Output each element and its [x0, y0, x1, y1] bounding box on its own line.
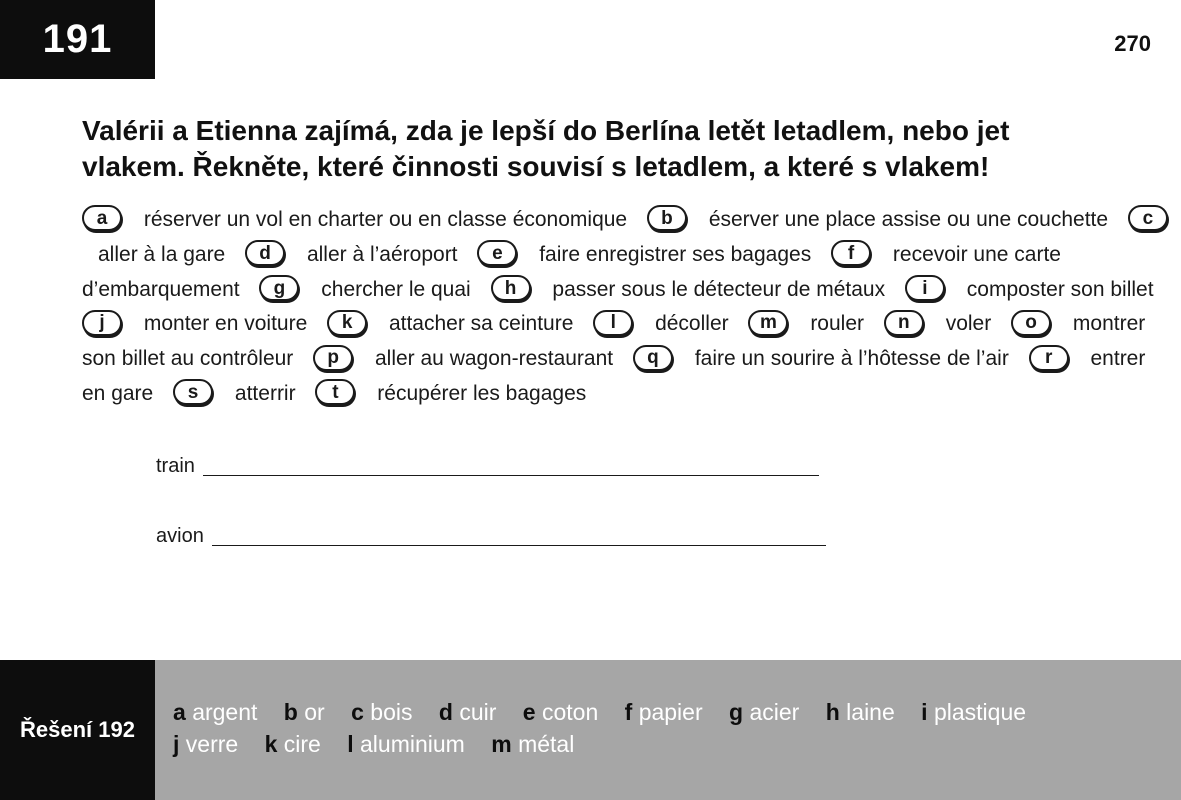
answer-train	[156, 455, 819, 478]
solution-item	[173, 696, 257, 728]
item-letter-badge: n	[884, 310, 924, 336]
solution-item	[729, 696, 799, 728]
solution-letter: e	[522, 699, 536, 725]
item-letter-badge: c	[1128, 205, 1168, 231]
item-letter-badge: f	[831, 240, 871, 266]
solution-word: coton	[541, 699, 599, 725]
solution-word: aluminium	[360, 731, 465, 757]
task-title-line2: vlakem. Řekněte, které činnosti souvisí s letadlem, a které s vlakem!	[82, 151, 990, 182]
item-text: décoller	[655, 312, 729, 336]
solution-footer	[0, 660, 1181, 800]
solution-item	[439, 696, 497, 728]
solution-letter: g	[729, 699, 744, 725]
solution-item	[826, 696, 895, 728]
solution-letter: j	[173, 731, 180, 757]
solution-word: cire	[283, 731, 321, 757]
solution-word: verre	[185, 731, 239, 757]
item-text: aller au wagon-restaurant	[374, 347, 614, 371]
solution-item	[491, 728, 574, 760]
solution-item	[284, 696, 325, 728]
item-letter-badge: j	[82, 310, 122, 336]
solution-letter: k	[264, 731, 278, 757]
solution-word: or	[304, 699, 325, 725]
solution-letter: b	[283, 699, 298, 725]
item-text: chercher le quai	[321, 277, 471, 301]
item-text: entrer en gare	[82, 347, 1146, 405]
item-letter-badge: m	[748, 310, 788, 336]
solution-word: papier	[638, 699, 703, 725]
answer-train-blank[interactable]	[203, 475, 819, 476]
solution-letter: a	[173, 699, 186, 725]
solution-item	[625, 696, 703, 728]
item-text: atterrir	[234, 381, 296, 405]
solution-letter: l	[347, 731, 354, 757]
item-letter-badge: d	[245, 240, 285, 266]
item-text: récupérer les bagages	[377, 381, 587, 405]
solution-word: bois	[370, 699, 413, 725]
solution-item	[921, 696, 1026, 728]
solution-item	[173, 728, 238, 760]
item-text: monter en voiture	[143, 312, 308, 336]
item-text: aller à l’aéroport	[306, 242, 458, 266]
solution-label: Řešení 192	[0, 660, 155, 800]
item-text: attacher sa ceinture	[388, 312, 574, 336]
solution-letter: m	[491, 731, 512, 757]
item-letter-badge: k	[327, 310, 367, 336]
item-text: faire un sourire à l’hôtesse de l’air	[694, 347, 1009, 371]
answer-train-label: train	[156, 455, 195, 477]
solution-item	[351, 696, 412, 728]
item-letter-badge: g	[259, 275, 299, 301]
item-text: recevoir une carte d’embarquement	[82, 242, 1061, 301]
solution-letter: f	[624, 699, 633, 725]
answer-avion-blank[interactable]	[212, 545, 826, 546]
item-letter-badge: i	[905, 275, 945, 301]
solution-item	[265, 728, 321, 760]
solution-word: acier	[749, 699, 800, 725]
item-text: aller à la gare	[98, 242, 226, 266]
item-letter-badge: h	[491, 275, 531, 301]
solution-letter: h	[825, 699, 840, 725]
page-number: 270	[1114, 31, 1151, 56]
item-letter-badge: l	[593, 310, 633, 336]
answer-avion-label: avion	[156, 525, 204, 547]
solution-word: plastique	[933, 699, 1027, 725]
solution-letter: d	[438, 699, 453, 725]
item-letter-badge: s	[173, 379, 213, 405]
item-text: montrer son billet au contrôleur	[82, 312, 1146, 371]
item-letter-badge: t	[315, 379, 355, 405]
activity-list	[82, 203, 1172, 412]
task-title	[82, 113, 1162, 185]
solution-word: laine	[846, 699, 895, 725]
item-text: éserver une place assise ou une couchette	[708, 208, 1109, 231]
item-text: composter son billet	[966, 277, 1154, 301]
exercise-number: 191	[0, 0, 155, 79]
item-letter-badge: p	[313, 345, 353, 371]
solution-word: métal	[518, 731, 575, 757]
item-text: rouler	[810, 312, 865, 336]
solution-letter: c	[351, 699, 364, 725]
item-text: réserver un vol en charter ou en classe économique	[143, 208, 628, 231]
item-letter-badge: q	[633, 345, 673, 371]
item-letter-badge: a	[82, 205, 122, 231]
item-letter-badge: e	[477, 240, 517, 266]
item-text: passer sous le détecteur de métaux	[552, 277, 886, 301]
item-text: faire enregistrer ses bagages	[539, 242, 812, 266]
item-letter-badge: r	[1029, 345, 1069, 371]
answer-avion	[156, 525, 826, 548]
solution-list	[173, 696, 1163, 760]
task-title-line1: Valérii a Etienna zajímá, zda je lepší do Berlína letět letadlem, nebo jet	[82, 115, 1010, 146]
item-letter-badge: b	[647, 205, 687, 231]
item-letter-badge: o	[1011, 310, 1051, 336]
solution-word: cuir	[459, 699, 497, 725]
item-text: voler	[945, 312, 992, 336]
solution-word: argent	[192, 699, 258, 725]
solution-item	[347, 728, 465, 760]
solution-letter: i	[921, 699, 928, 725]
solution-item	[523, 696, 598, 728]
